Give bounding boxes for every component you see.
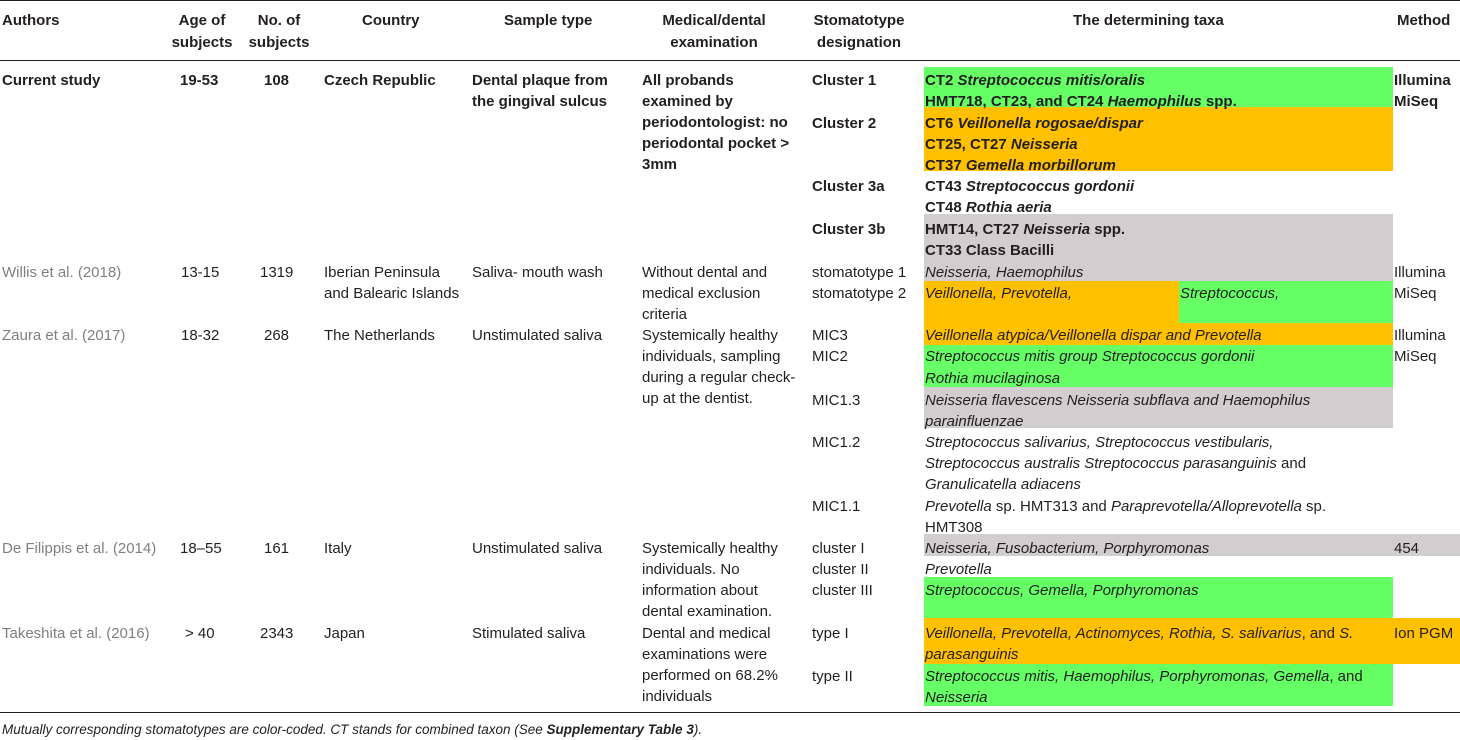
header-rule bbox=[0, 60, 1460, 61]
zaura-stoma-mic13: MIC1.3 bbox=[812, 392, 861, 409]
current-age: 19-53 bbox=[180, 72, 219, 89]
willis-stomatotypes: stomatotype 1 stomatotype 2 bbox=[812, 264, 907, 302]
zaura-taxa-mic11a: Prevotella sp. HMT313 and Paraprevotella/Alloprevotella sp. bbox=[925, 498, 1327, 515]
defilippis-author: De Filippis et al. (2014) bbox=[2, 540, 157, 557]
taxa-hmt14: HMT14, CT27 Neisseria spp. bbox=[925, 221, 1126, 238]
zaura-taxa-mic13a: Neisseria flavescens Neisseria subflava and Haemophilus bbox=[925, 392, 1311, 409]
top-rule bbox=[0, 0, 1460, 1]
defilippis-sample: Unstimulated saliva bbox=[472, 540, 603, 557]
zaura-country: The Netherlands bbox=[324, 327, 435, 344]
header-authors: Authors bbox=[2, 12, 60, 29]
taxa-ct2: CT2 Streptococcus mitis/oralis bbox=[925, 72, 1146, 89]
defilippis-country: Italy bbox=[324, 540, 352, 557]
header-country: Country bbox=[362, 12, 420, 29]
willis-taxa-1: Neisseria, Haemophilus bbox=[925, 264, 1084, 281]
header-method: Method bbox=[1397, 12, 1451, 29]
willis-n: 1319 bbox=[260, 264, 294, 281]
zaura-stoma-mic12: MIC1.2 bbox=[812, 434, 861, 451]
zaura-exam: Systemically healthy individuals, sampling during a regular check- up at the dentist. bbox=[642, 327, 796, 407]
takeshita-author: Takeshita et al. (2016) bbox=[2, 625, 150, 642]
zaura-taxa-mic12b: Streptococcus australis Streptococcus parasanguinis and bbox=[925, 455, 1307, 472]
header-taxa: The determining taxa bbox=[1073, 12, 1224, 29]
takeshita-stoma-type1: type I bbox=[812, 625, 849, 642]
current-n: 108 bbox=[264, 72, 290, 89]
zaura-stoma-mic2: MIC2 bbox=[812, 348, 848, 365]
zaura-author: Zaura et al. (2017) bbox=[2, 327, 126, 344]
zaura-stoma-mic3: MIC3 bbox=[812, 327, 848, 344]
defilippis-age: 18–55 bbox=[180, 540, 222, 557]
defilippis-n: 161 bbox=[264, 540, 290, 557]
header-stomatotype: Stomatotype designation bbox=[813, 12, 905, 51]
takeshita-method: Ion PGM bbox=[1394, 625, 1454, 642]
taxa-ct48: CT48 Rothia aeria bbox=[925, 199, 1052, 216]
header-sample-type: Sample type bbox=[504, 12, 593, 29]
taxa-ct6: CT6 Veillonella rogosae/dispar bbox=[925, 115, 1143, 132]
takeshita-country: Japan bbox=[324, 625, 365, 642]
cluster-2-label: Cluster 2 bbox=[812, 115, 877, 132]
willis-sample: Saliva- mouth wash bbox=[472, 264, 603, 281]
current-author: Current study bbox=[2, 72, 101, 89]
takeshita-sample: Stimulated saliva bbox=[472, 625, 586, 642]
willis-method: Illumina MiSeq bbox=[1394, 264, 1446, 302]
takeshita-exam: Dental and medical examinations were performed on 68.2% individuals bbox=[642, 625, 778, 705]
current-method: Illumina MiSeq bbox=[1394, 72, 1451, 110]
taxa-ct33: CT33 Class Bacilli bbox=[925, 242, 1055, 259]
defilippis-taxa-1: Neisseria, Fusobacterium, Porphyromonas bbox=[925, 540, 1210, 557]
willis-taxa-2b: Streptococcus, bbox=[1180, 285, 1280, 302]
zaura-sample: Unstimulated saliva bbox=[472, 327, 603, 344]
willis-country: Iberian Peninsula and Balearic Islands bbox=[324, 264, 460, 302]
taxa-haemophilus: HMT718, CT23, and CT24 Haemophilus spp. bbox=[925, 93, 1237, 110]
takeshita-age: > 40 bbox=[185, 625, 215, 642]
header-age: Age of subjects bbox=[171, 12, 233, 51]
takeshita-n: 2343 bbox=[260, 625, 294, 642]
table-caption: Mutually corresponding stomatotypes are color-coded. CT stands for combined taxon (See Supplementary Table 3). bbox=[2, 722, 703, 737]
takeshita-taxa-2b: Neisseria bbox=[925, 689, 988, 706]
header-examination: Medical/dental examination bbox=[662, 12, 766, 51]
zaura-method: Illumina MiSeq bbox=[1394, 327, 1446, 365]
zaura-taxa-mic2b: Rothia mucilaginosa bbox=[925, 370, 1061, 387]
zaura-taxa-mic2a: Streptococcus mitis group Streptococcus gordonii bbox=[925, 348, 1255, 365]
header-number: No. of subjects bbox=[248, 12, 310, 51]
zaura-taxa-mic13b: parainfluenzae bbox=[925, 413, 1024, 430]
taxa-ct43: CT43 Streptococcus gordonii bbox=[925, 178, 1135, 195]
current-country: Czech Republic bbox=[324, 72, 436, 89]
defilippis-method: 454 bbox=[1394, 540, 1420, 557]
zaura-taxa-mic11b: HMT308 bbox=[925, 519, 983, 536]
cluster-3b-label: Cluster 3b bbox=[812, 221, 886, 238]
willis-taxa-2a: Veillonella, Prevotella, bbox=[925, 285, 1073, 302]
takeshita-taxa-1a: Veillonella, Prevotella, Actinomyces, Rothia, S. salivarius, and S. bbox=[925, 625, 1354, 642]
willis-exam: Without dental and medical exclusion criteria bbox=[642, 264, 768, 323]
zaura-stoma-mic11: MIC1.1 bbox=[812, 498, 861, 515]
taxa-ct25: CT25, CT27 Neisseria bbox=[925, 136, 1078, 153]
zaura-taxa-mic12a: Streptococcus salivarius, Streptococcus vestibularis, bbox=[925, 434, 1274, 451]
willis-author: Willis et al. (2018) bbox=[2, 264, 122, 281]
takeshita-taxa-1b: parasanguinis bbox=[925, 646, 1019, 663]
willis-age: 13-15 bbox=[181, 264, 220, 281]
current-sample: Dental plaque from the gingival sulcus bbox=[472, 72, 608, 110]
defilippis-taxa-2: Prevotella bbox=[925, 561, 992, 578]
cluster-1-label: Cluster 1 bbox=[812, 72, 877, 89]
current-exam: All probands examined by periodontologist: no periodontal pocket > 3mm bbox=[642, 72, 790, 173]
defilippis-stomatotypes: cluster I cluster II cluster III bbox=[812, 540, 873, 599]
cluster-3a-label: Cluster 3a bbox=[812, 178, 885, 195]
supplementary-link[interactable]: Supplementary Table 3 bbox=[546, 722, 694, 737]
taxa-ct37: CT37 Gemella morbillorum bbox=[925, 157, 1116, 174]
defilippis-exam: Systemically healthy individuals. No information about dental examination. bbox=[642, 540, 778, 620]
bottom-rule bbox=[0, 712, 1460, 713]
zaura-taxa-mic3: Veillonella atypica/Veillonella dispar and Prevotella bbox=[925, 327, 1262, 344]
zaura-age: 18-32 bbox=[181, 327, 220, 344]
zaura-n: 268 bbox=[264, 327, 290, 344]
takeshita-taxa-2a: Streptococcus mitis, Haemophilus, Porphyromonas, Gemella, and bbox=[925, 668, 1363, 685]
defilippis-taxa-3: Streptococcus, Gemella, Porphyromonas bbox=[925, 582, 1199, 599]
takeshita-stoma-type2: type II bbox=[812, 668, 853, 685]
zaura-taxa-mic12c: Granulicatella adiacens bbox=[925, 476, 1081, 493]
